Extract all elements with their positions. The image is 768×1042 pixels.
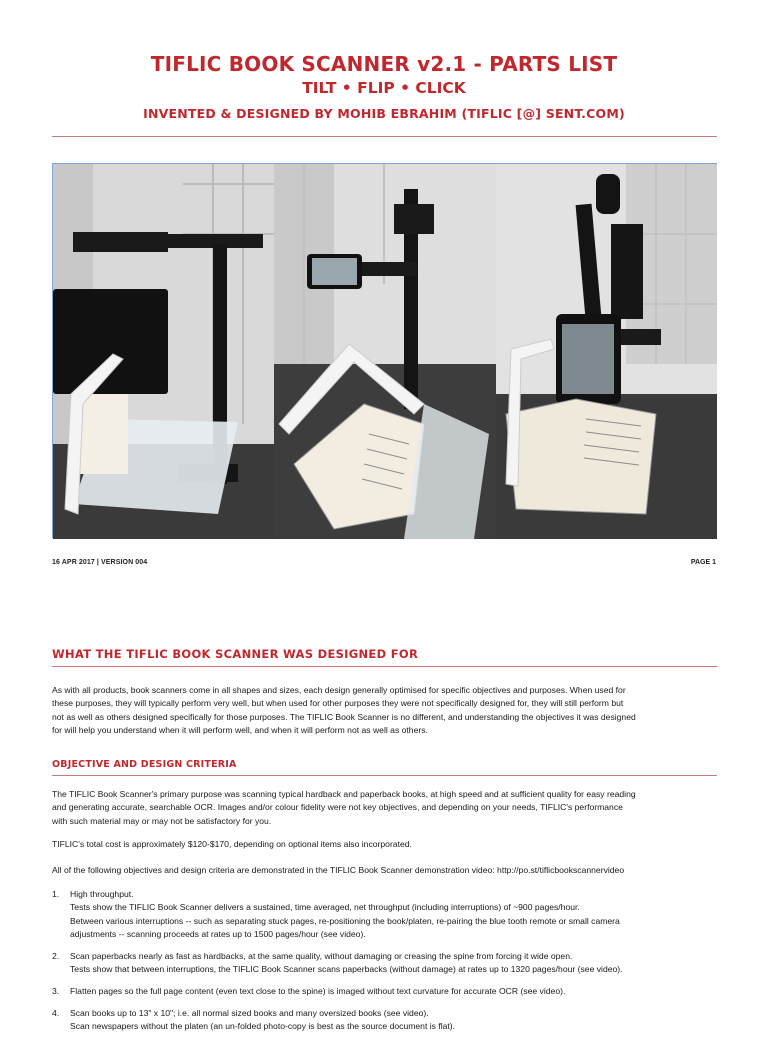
text-line: High throughput.	[70, 889, 134, 899]
list-item	[52, 888, 720, 941]
photo-scanner-tablet	[53, 164, 274, 537]
photo-strip	[52, 163, 717, 538]
list-item	[52, 950, 720, 977]
text-line: Scan newspapers without the platen (an un-folded photo-copy is best as the source document is flat).	[70, 1021, 456, 1032]
list-number: 2.	[52, 950, 60, 961]
objectives-list	[52, 888, 720, 1042]
text-line: not as well as others designed specifically for those purposes. The TIFLIC Book Scanner is no different, and understanding the objectives it was designed	[52, 711, 636, 722]
list-number: 4.	[52, 1007, 60, 1018]
list-number: 1.	[52, 889, 60, 899]
text-line: Scan books up to 13" x 10"; i.e. all normal sized books and many oversized books (see video).	[70, 1007, 429, 1018]
section-divider	[52, 666, 717, 667]
footer-page-number: PAGE 1	[690, 559, 716, 566]
text-line: these purposes, they will typically perform very well, but when used for other purposes they were not specifically designed for, they will still perform but	[52, 698, 624, 709]
text-line: and generating accurate, searchable OCR. Images and/or colour fidelity were not key objectives, and depending on your needs, TIFLIC's performance	[52, 802, 623, 813]
text-line: Tests show that between interruptions, the TIFLIC Book Scanner scans paperbacks (without damage) at rates up to 1320 pages/hour (see video).	[70, 964, 623, 975]
text-line: The TIFLIC Book Scanner's primary purpose was scanning typical hardback and paperback books, at high speed and at sufficient quality for easy reading	[52, 789, 636, 799]
subsection-divider	[52, 775, 717, 776]
cost-paragraph: TIFLIC's total cost is approximately $120-$170, depending on optional items also incorporated.	[52, 839, 412, 849]
document-title: TIFLIC BOOK SCANNER v2.1 - PARTS LIST	[150, 52, 618, 76]
video-paragraph: All of the following objectives and design criteria are demonstrated in the TIFLIC Book Scanner demonstration video: http://po.st/tiflicbookscannervideo	[52, 865, 625, 875]
text-line: Tests show the TIFLIC Book Scanner delivers a sustained, time averaged, net throughput (including interruptions) of ~900 pages/hour.	[70, 902, 580, 913]
section-heading-designed-for: WHAT THE TIFLIC BOOK SCANNER WAS DESIGNED FOR	[52, 647, 419, 661]
text-line: with such material may or may not be satisfactory for you.	[52, 815, 272, 826]
text-line: for will help you understand when it will perform well, and when it will perform not as well as others.	[52, 724, 428, 735]
text-line: Scan paperbacks nearly as fast as hardbacks, at the same quality, without damaging or creasing the spine from forcing it wide open.	[70, 950, 573, 961]
list-item	[52, 1007, 720, 1034]
text-line: As with all products, book scanners come in all shapes and sizes, each design generally optimised for specific objectives and purposes. When used for	[52, 685, 626, 695]
photo-scanner-phone-closeup	[496, 164, 716, 537]
text-line: Between various interruptions -- such as separating stuck pages, re-positioning the book/platen, re-pairing the blue tooth remote or small camera	[70, 915, 620, 926]
list-number: 3.	[52, 985, 60, 996]
list-item	[52, 985, 720, 998]
text-line: adjustments -- scanning proceeds at rates up to 1500 pages/hour (see video).	[70, 928, 366, 939]
photo-scanner-phone-book	[274, 164, 495, 537]
document-byline: INVENTED & DESIGNED BY MOHIB EBRAHIM (TIFLIC [@] SENT.COM)	[143, 106, 625, 121]
section-heading-objective: OBJECTIVE AND DESIGN CRITERIA	[52, 759, 237, 770]
intro-paragraph	[52, 684, 720, 737]
document-subtitle: TILT • FLIP • CLICK	[302, 79, 466, 97]
header-divider	[52, 136, 717, 137]
text-line: Flatten pages so the full page content (even text close to the spine) is imaged without text curvature for accurate OCR (see video).	[70, 985, 566, 996]
footer-date-version: 16 APR 2017 | VERSION 004	[52, 559, 148, 566]
objective-paragraph	[52, 788, 720, 828]
